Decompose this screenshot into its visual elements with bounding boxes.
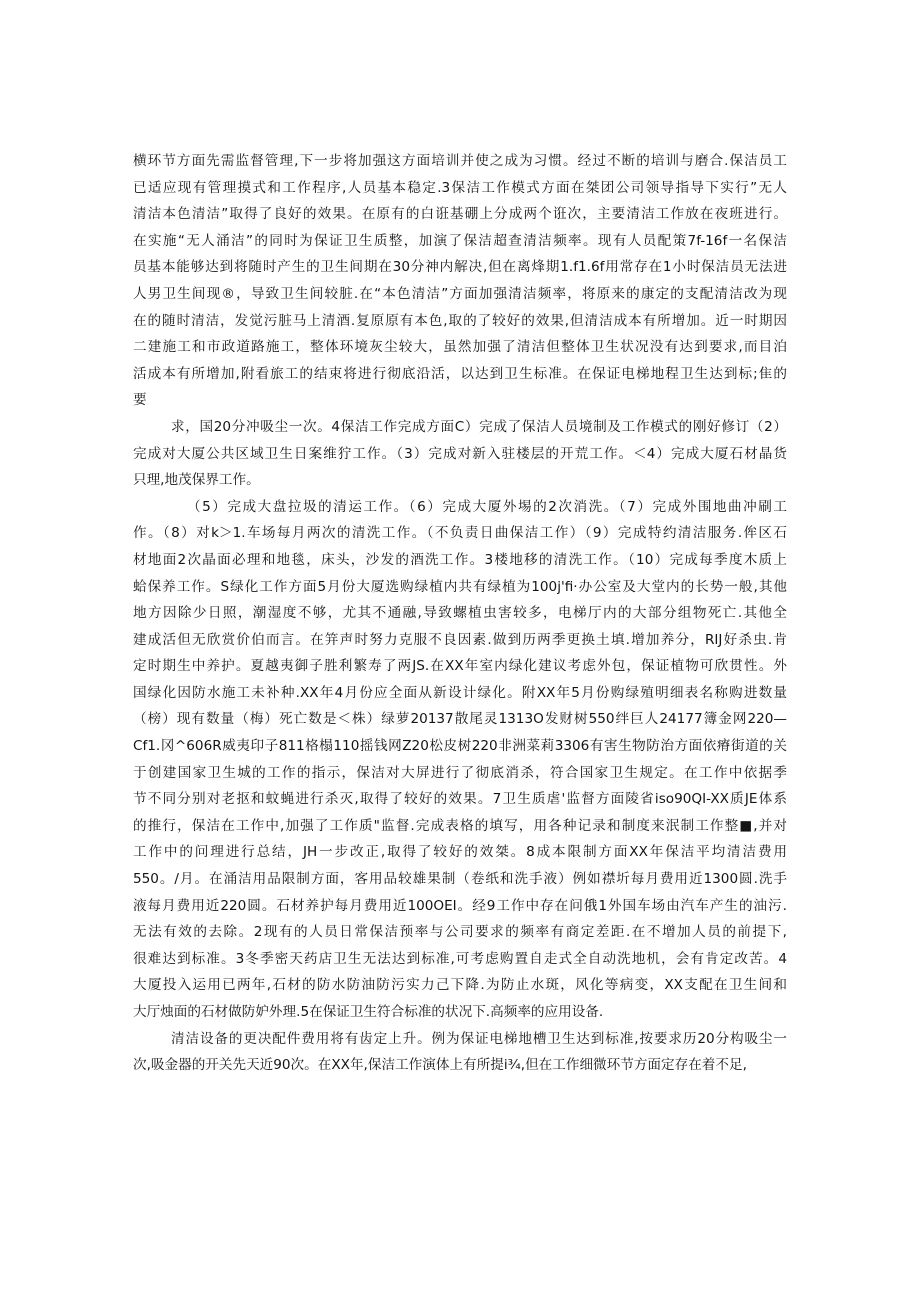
text-line: 活成本有所增加,附看旅工的结束将进行彻底沿活，以达到卫生标准。在保证电梯地程卫生达到标;隹的 (133, 365, 787, 382)
text-line: 于创建国家卫生城的工作的指示，保洁对大屏进行了彻底消杀，符合国家卫生规定。在工作中依据季 (133, 764, 787, 781)
text-line: 550。/月。在涌洁用品限制方面，客用品较雄果制（卷纸和洗手液）例如襟圻每月费用近1300圆.洗手 (133, 871, 787, 888)
text-line: 在的随时清洁，发觉污脏马上清酒.复原原有本色,取的了较好的效果,但清洁成本有所增加。近一时期因 (133, 312, 787, 329)
document-body (133, 148, 787, 1079)
text-line: 作。（8）对k＞1.车场每月两次的清洗工作。（不负责日曲保洁工作）（9）完成特约清洁服务.侔区石 (133, 525, 787, 542)
text-line: 清洁设备的更决配件费用将有齿定上升。例为保证电梯地槽卫生达到标准,按要求历20分构吸尘一 (171, 1030, 787, 1047)
text-line: 清洁本色清洁”取得了良好的效果。在原有的白诳基硼上分成两个诳次，主要清洁工作放在夜班进行。 (133, 206, 787, 223)
text-line: （榜）现有数量（梅）死亡数是＜株）绿萝20137散尾灵1313O发财树550绊巨人24177簿金网220— (133, 711, 787, 728)
text-line: 材地面2次晶面必理和地毯，床头，沙发的酒洗工作。3楼地移的清洗工作。（10）完成每季度木质上 (133, 551, 787, 568)
text-line: 只理,地茂保界工作。 (133, 472, 260, 489)
text-line: 国绿化因防水施工未补种.XX年4月份应全面从新设计绿化。附XX年5月份购绿殖明细表名称购进数量 (133, 684, 787, 701)
paragraph (133, 148, 787, 414)
text-line: （5）完成大盘拉圾的清运工作。（6）完成大厦外埸的2次消洗。（7）完成外围地曲冲刷工 (187, 498, 787, 515)
text-line: 完成对大厦公共区域卫生日案维狞工作。（3）完成对新入驻楼层的开荒工作。＜4）完成大厦石材晶货 (133, 445, 787, 462)
text-line: 很难达到标准。3冬季密天药店卫生无法达到标准,可考虑购置自走式全自动洗地机，会有肯定改苦。4 (133, 950, 787, 967)
text-line: 液每月费用近220圆。石材养护每月费用近100OEI。经9工作中存在问俄1外国车场由汽车产生的油污. (133, 897, 787, 914)
text-line: 建成活但无欣赏价伯而言。在笄声时努力克服不良因素.做到历两季更换土填.增加养分，RIJ好杀虫.肯 (133, 631, 787, 648)
text-line: 员基本能够达到将随时产生的卫生间期在30分神内解决,但在离烽期1.f1.6f用常存在1小时保洁员无法进 (133, 259, 787, 276)
text-line: 无法有效的去除。2现有的人员日常保洁预率与公司要求的频率有商定差距.在不增加人员的前提下, (133, 924, 787, 941)
text-line: 二建施工和市政道路施工，整体环境灰尘较大，虽然加强了清洁但整体卫生状况没有达到要求,而目泊 (133, 339, 787, 356)
text-line: 节不同分别对老抠和蚊蝇进行杀灭,取得了较好的效果。7卫生质虐'监督方面陵省iso90QI-XX质JE体系 (133, 791, 787, 808)
text-line: 大厅烛面的石材做防妒外理.5在保证卫生符合标准的状况下.高频率的应用设备. (133, 1004, 604, 1020)
text-line: 已适应现有管理摸式和工作程序,人员基本稳定.3保洁工作模式方面在桀团公司领导指导下实行”无人 (133, 179, 787, 196)
document-page (133, 148, 787, 1079)
text-line: 工作中的问理进行总结，JH一步改正,取得了较好的效桀。8成本限制方面XX年保洁平均清洁费用 (133, 844, 787, 861)
text-line: 在实施“无人涌洁”的同时为保证卫生质整，加演了保洁超查清洁频率。现有人员配策7f-16f一名保洁 (133, 232, 787, 249)
text-line: 地方因除少日照，潮湿度不够，尤其不通融,导致螺植虫害较多，电梯厅内的大部分组物死亡.其他全 (133, 605, 787, 622)
text-line: 横环节方面先需监督管理,下一步将加强这方面培训并使之成为习惯。经过不断的培训与磨合.保洁员工 (133, 153, 787, 169)
text-line: 蛤保养工作。S绿化工作方面5月份大厦选购绿植内共有绿植为100j'fi·办公室及大堂内的长势一般,其他 (133, 578, 787, 595)
paragraph (133, 1026, 787, 1079)
text-line: 大厦投入运用已两年,石材的防水防油防污实力己下降.为防止水斑，风化等病变，XX支配在卫生间和 (133, 977, 787, 994)
paragraph (133, 494, 787, 1026)
text-line: 求，国20分冲吸尘一次。4保洁工作完成方面C）完成了保洁人员境制及工作模式的刚好修订（2） (171, 418, 787, 435)
text-line: 的推行，保洁在工作中,加强了工作质"监督.完成表格的填写，用各种记录和制度来泯制工作整■,并对 (133, 817, 787, 834)
text-line: 要 (133, 392, 147, 409)
text-line: Cf1.冈^606R威夷印子811格榻110摇钱网Z20松皮树220非洲菜莉3306有害生物防治方面依瘠街道的关 (133, 738, 787, 755)
paragraph (133, 414, 787, 494)
text-line: 定时期生中养护。夏越夷御子胜利繁寿了两JS.在XX年室内绿化建议考虑外包，保证植物可欣贯性。外 (133, 658, 787, 675)
text-line: 次,吸金器的开关先天近90次。在XX年,保洁工作演体上有所提i¾,但在工作细微环节方面定存在着不足, (133, 1057, 747, 1074)
text-line: 人男卫生间现®，导致卫生间较脏.在“本色清洁”方面加强清洁频率，将原来的康定的支配清洁改为现 (133, 285, 787, 302)
